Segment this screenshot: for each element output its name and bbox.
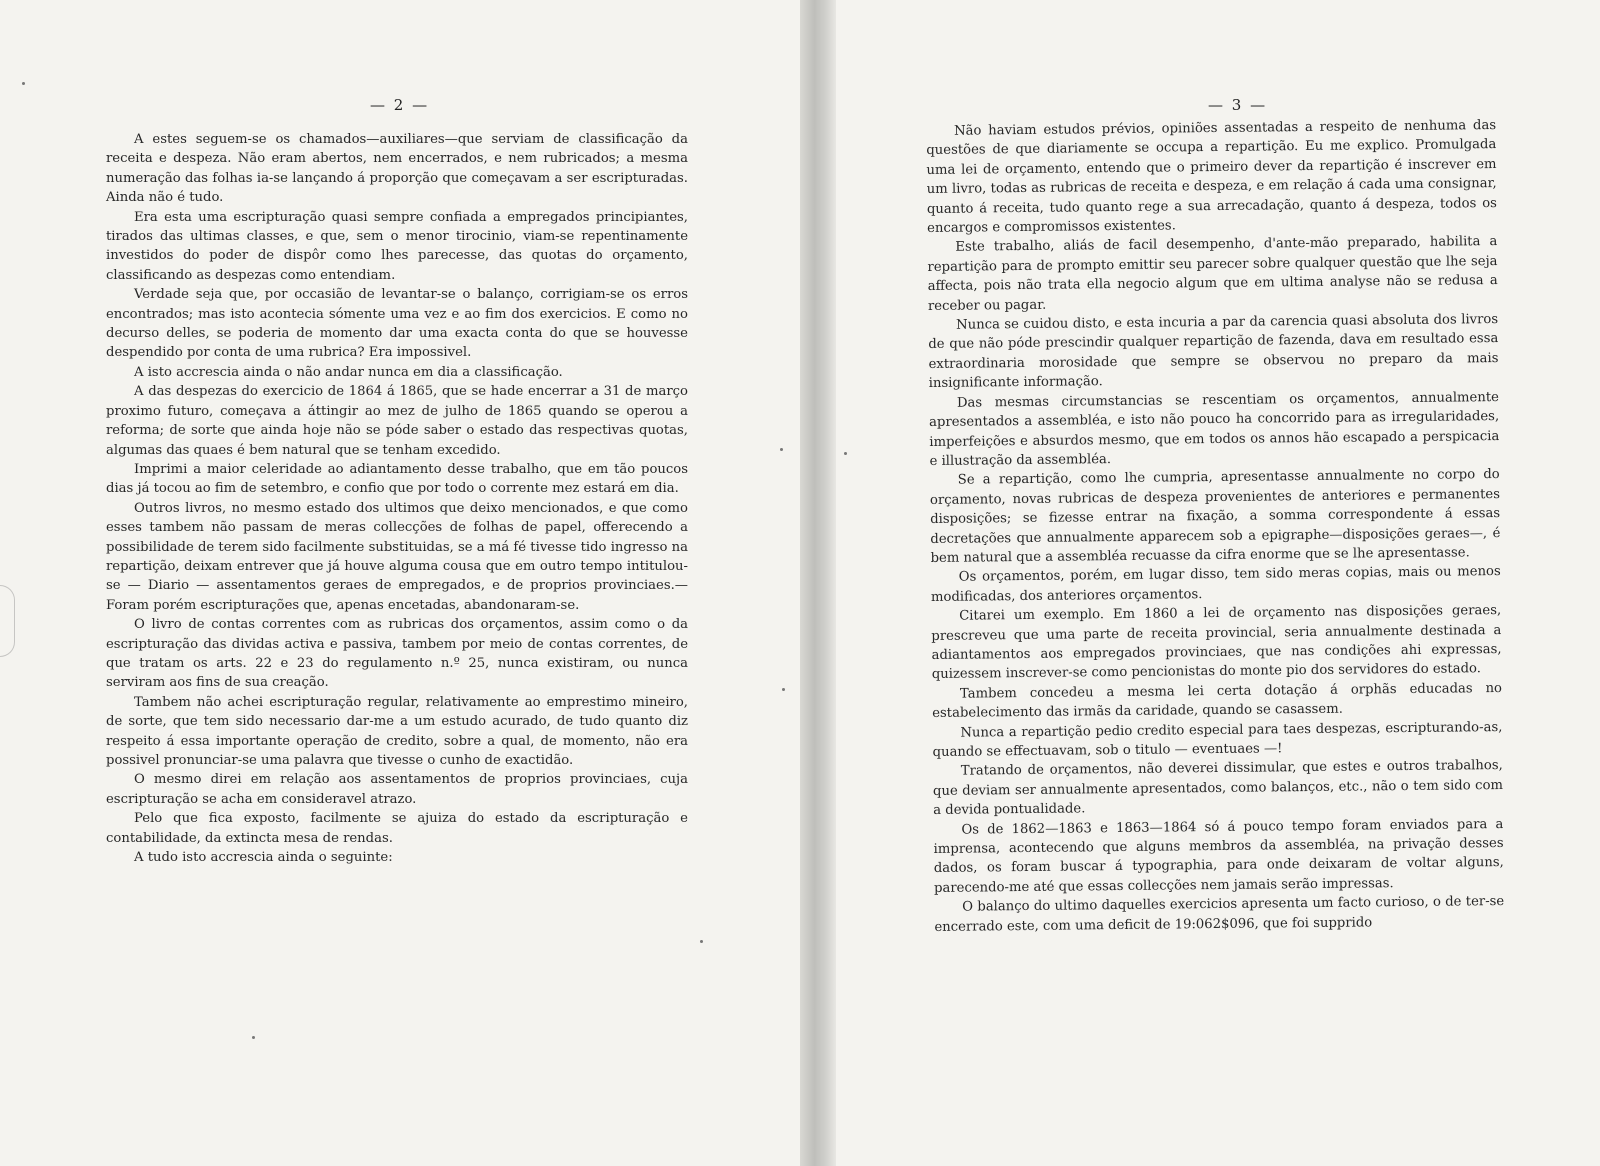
paper-speck [780, 448, 783, 451]
paper-speck [844, 452, 847, 455]
paper-speck [22, 82, 25, 85]
paragraph: Os orçamentos, porém, em lugar disso, tem sido meras copias, mais ou menos modificadas, dos anteriores orçamentos. [930, 564, 1501, 605]
paragraph: O balanço do ultimo daquelles exercicios apresenta um facto curioso, o de ter-se encerrado este, com uma deficit de 19:062$096, que foi supprido [934, 894, 1505, 935]
paragraph: Se a repartição, como lhe cumpria, apresentasse annualmente no corpo do orçamento, novas rubricas de despeza provenientes de anteriores e permanentes disposições; se fizesse entrar na fixação, a somma correspondente á essas decretações que annualmente apparecem sob a epigraphe—disposições geraes—, é bem natural que a assembléa recuasse da cifra enorme que se lhe apresentasse. [929, 467, 1501, 566]
right-page-body [926, 116, 1505, 937]
paper-speck [252, 1036, 255, 1039]
paragraph: Outros livros, no mesmo estado dos ultimos que deixo mencionados, e que como esses tambem não passam de meras collecções de folhas de papel, offerecendo a possibilidade de terem sido facilmente substituidas, se a má fé tivesse tido ingresso na repartição, deixam entrever que já houve alguma cousa que em outro tempo intitulou-se — Diario — assentamentos geraes de empregados, e de proprios provinciaes.— Foram porém escripturações que, apenas encetadas, abandonaram-se. [106, 500, 688, 613]
page-number-left: — 2 — [370, 96, 430, 114]
paragraph: Das mesmas circumstancias se rescentiam os orçamentos, annualmente apresentados a assembléa, e isto não pouco ha concorrido para as irregularidades, imperfeições e absurdos mesmo, que em todos os annos hão escapado a perspicacia e illustração da assembléa. [929, 389, 1500, 469]
margin-stamp-fragment [0, 585, 15, 657]
paragraph: Tambem concedeu a mesma lei certa dotação á orphãs educadas no estabelecimento das irmãs da caridade, quando se casassem. [932, 680, 1503, 722]
paragraph: Pelo que fica exposto, facilmente se ajuiza do estado da escripturação e contabilidade, da extincta mesa de rendas. [106, 811, 688, 846]
paragraph: Tambem não achei escripturação regular, relativamente ao emprestimo mineiro, de sorte, que tem sido necessario dar-me a um estudo acurado, de tudo quanto diz respeito á essa importante operação de credito, sobre a qual, de momento, não era possivel pronunciar-se uma palavra que tivesse o cunho de exactidão. [106, 694, 688, 768]
paragraph: Nunca a repartição pedio credito especial para taes despezas, escripturando-as, quando se effectuavam, sob o titulo — eventuaes —! [932, 719, 1503, 760]
paragraph: Não haviam estudos prévios, opiniões assentadas a respeito de nenhuma das questões de que diariamente se occupa a repartição. Eu me explico. Promulgada uma lei de orçamento, entendo que o primeiro dever da repartição é inscrever em um livro, todas as rubricas de receita e despeza, e em relação á cada uma consignar, quanto á receita, tudo quanto rege a sua arrecadação, quanto á despeza, todos os encargos e compromissos existentes. [926, 118, 1497, 237]
paragraph: Nunca se cuidou disto, e esta incuria a par da carencia quasi absoluta dos livros de que não póde prescindir qualquer repartição de fazenda, dava em resultado essa extraordinaria morosidade que sempre se observou no preparo da mais insignificante informação. [928, 312, 1499, 392]
paragraph: A isto accrescia ainda o não andar nunca em dia a classificação. [134, 364, 563, 380]
paragraph: Citarei um exemplo. Em 1860 a lei de orçamento nas disposições geraes, prescreveu que uma parte de receita provincial, seria annualmente destinada a adiantamentos aos empregados provinciaes, que nas condições ahi expressas, quizessem inscrever-se como pencionistas do monte pio dos servidores do estado. [931, 603, 1502, 683]
left-page-body [106, 130, 688, 867]
right-page [836, 0, 1600, 1166]
paragraph: Este trabalho, aliás de facil desempenho, d'ante-mão preparado, habilita a repartição para de prompto emittir seu parecer sobre qualquer questão que lhe seja affecta, pois não trata ella negocio algum que em ultima analyse não se redusa a receber ou pagar. [927, 234, 1498, 314]
book-gutter [800, 0, 836, 1166]
paragraph: A tudo isto accrescia ainda o seguinte: [134, 850, 393, 866]
paragraph: O mesmo direi em relação aos assentamentos de proprios provinciaes, cuja escripturação se acha em consideravel atrazo. [106, 772, 688, 807]
paragraph: Imprimi a maior celeridade ao adiantamento desse trabalho, que em tão poucos dias já tocou ao fim de setembro, e confio que por todo o corrente mez estará em dia. [106, 461, 688, 497]
paragraph: A estes seguem-se os chamados—auxiliares—que serviam de classificação da receita e despeza. Não eram abertos, nem encerrados, e nem rubricados; a mesma numeração das folhas ia-se lançando á proporção que começavam a ser escripturadas. Ainda não é tudo. [106, 132, 688, 206]
paragraph: Era esta uma escripturação quasi sempre confiada a empregados principiantes, tirados das ultimas classes, e que, sem o menor tirocinio, viam-se repentinamente investidos do poder de dispôr como lhes parecesse, das quotas do orçamento, classificando as despezas como entendiam. [106, 209, 688, 283]
paragraph: Verdade seja que, por occasião de levantar-se o balanço, corrigiam-se os erros encontrados; mas isto acontecia sómente uma vez e ao fim dos exercicios. E como no decurso delles, se poderia de momento dar uma exacta conta do que se houvesse despendido por conta de uma rubrica? Era impossivel. [106, 287, 688, 361]
paper-speck [700, 940, 703, 943]
paper-speck [782, 688, 785, 691]
paragraph: O livro de contas correntes com as rubricas dos orçamentos, assim como o da escripturação das dividas activa e passiva, tambem por meio de contas correntes, de que tratam os arts. 22 e 23 do regulamento n.º 25, nunca existiram, ou nunca serviram aos fins de sua creação. [106, 617, 688, 691]
paragraph: A das despezas do exercicio de 1864 á 1865, que se hade encerrar a 31 de março proximo futuro, começava a áttingir ao mez de julho de 1865 quando se operou a reforma; de sorte que ainda hoje não se póde saber o estado das respectivas quotas, algumas das quaes é bem natural que se tenham excedido. [106, 384, 688, 458]
paragraph: Os de 1862—1863 e 1863—1864 só á pouco tempo foram enviados para a imprensa, acontecendo que alguns membros da assembléa, na privação desses dados, os foram buscar á typographia, para onde deixaram de voltar alguns, parecendo-me até que essas collecções nem jamais serão impressas. [933, 816, 1504, 896]
paragraph: Tratando de orçamentos, não deverei dissimular, que estes e outros trabalhos, que deviam ser annualmente apresentados, como balanços, etc., não o tem sido com a devida pontualidade. [932, 758, 1504, 819]
page-number-right: — 3 — [1208, 96, 1268, 114]
